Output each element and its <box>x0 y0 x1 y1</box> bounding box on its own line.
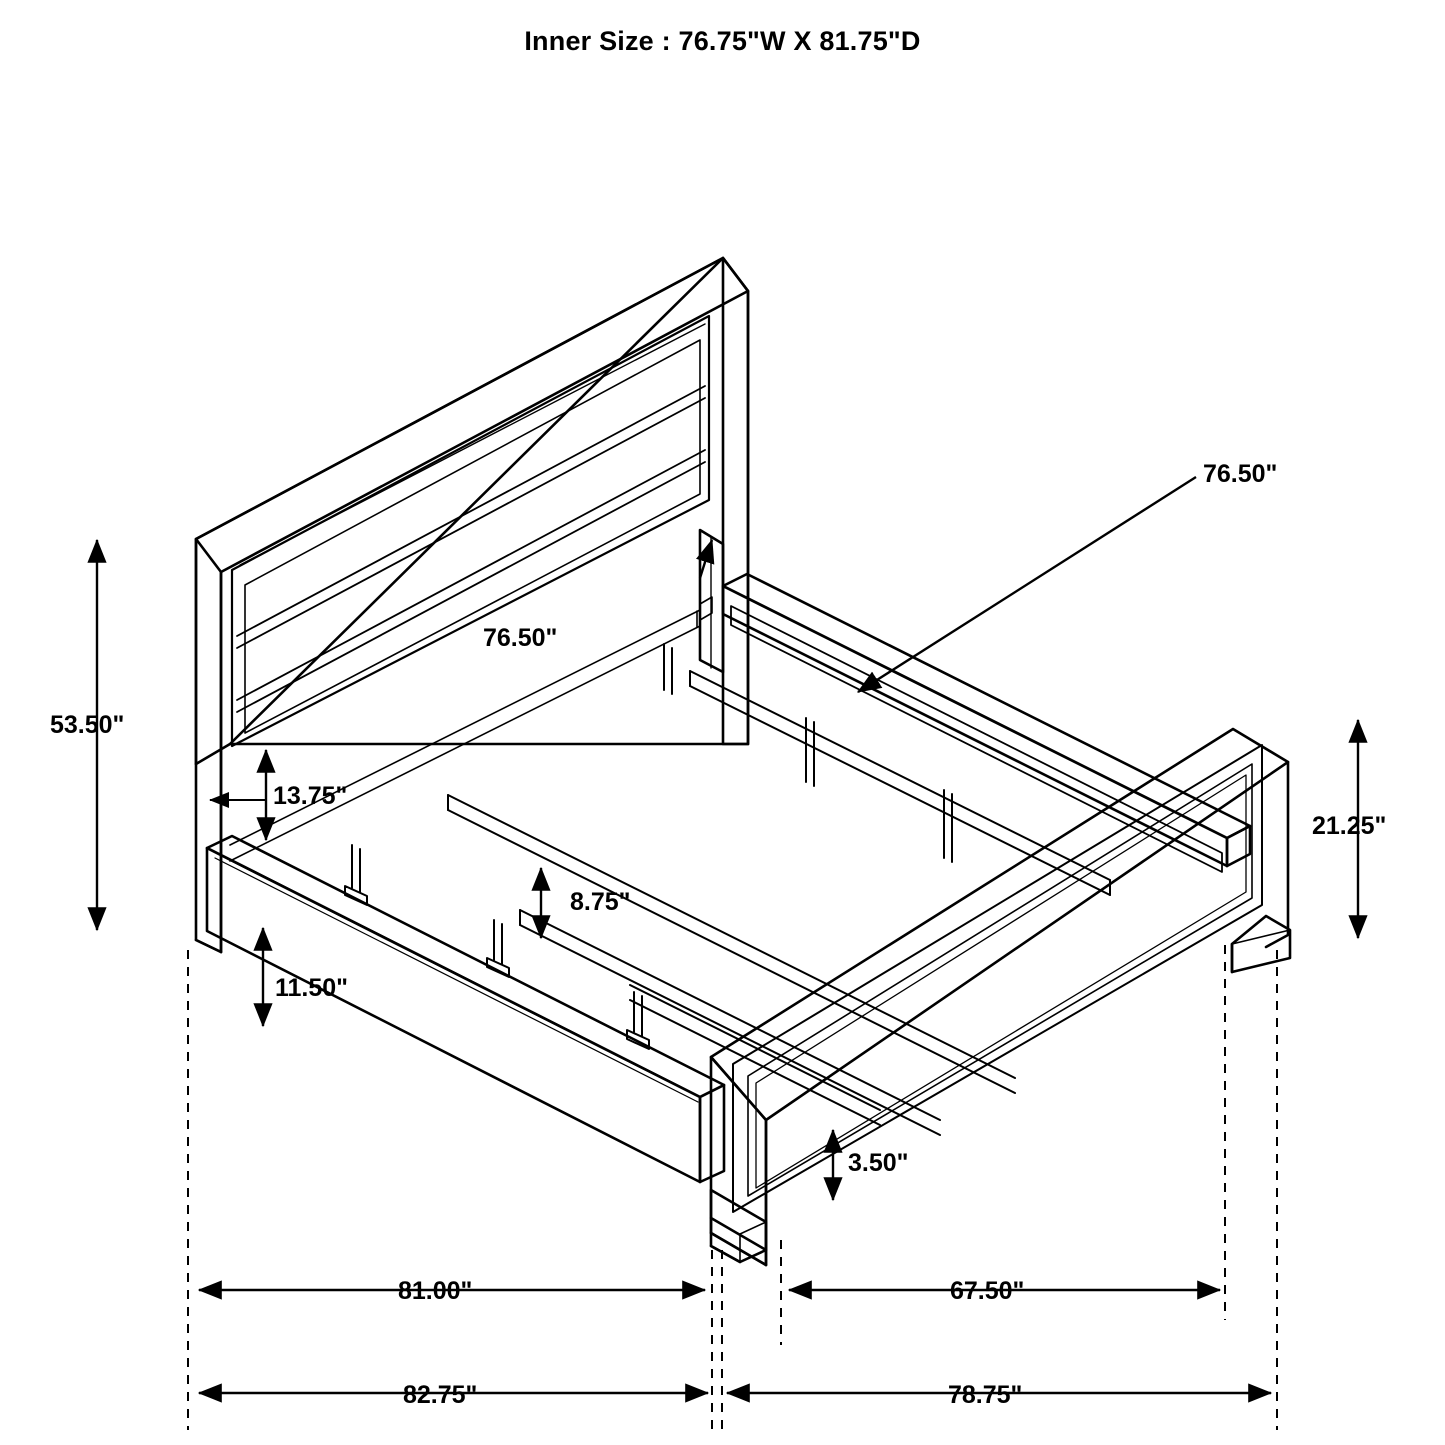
dimension-label-overall-width: 78.75" <box>948 1381 1023 1409</box>
dimension-label-footboard-inner-width: 67.50" <box>950 1277 1025 1305</box>
dimension-label-headboard-inner-width: 76.50" <box>483 624 558 652</box>
dimension-label-overall-length: 82.75" <box>403 1381 478 1409</box>
dimension-label-headboard-panel-drop: 13.75" <box>273 782 348 810</box>
dimension-label-footboard-leg-clearance: 3.50" <box>848 1149 909 1177</box>
dimension-label-rail-height-floor: 11.50" <box>275 974 349 1002</box>
dimension-label-headboard-width-callout: 76.50" <box>1203 460 1278 488</box>
dimension-label-headboard-height: 53.50" <box>50 711 125 739</box>
dimension-label-footboard-height: 21.25" <box>1312 812 1387 840</box>
dimension-label-slat-clearance: 8.75" <box>570 888 631 916</box>
dimension-label-bed-side-length: 81.00" <box>398 1277 473 1305</box>
page-title: Inner Size : 76.75"W X 81.75"D <box>524 26 921 56</box>
